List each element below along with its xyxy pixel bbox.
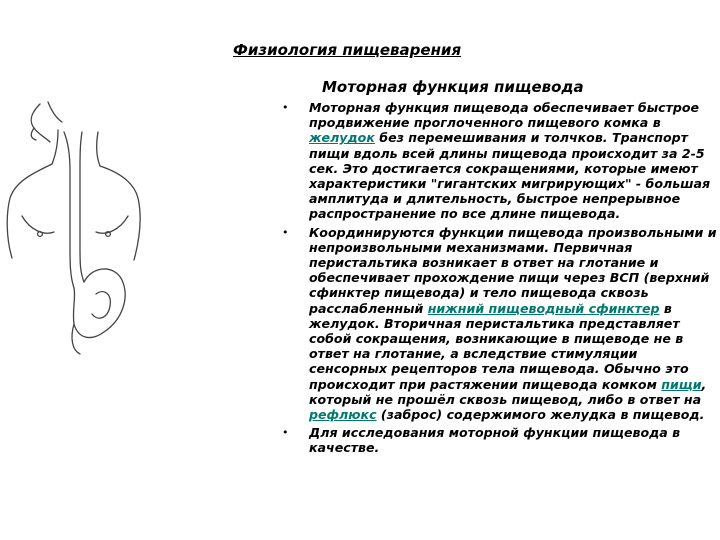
link-zheludok[interactable]: желудок — [309, 130, 375, 146]
page-title: Физиология пищеварения — [233, 41, 462, 59]
list-item — [282, 425, 717, 455]
bullet-text: в желудок. Вторичная перистальтика представляет собой сокращения, возникающие в пищеводе не в ответ на глотание, а вследствие стимуляции сенсорных рецепторов тела пищевода. Обычно это происходит при растяжении пищевода комком — [309, 300, 689, 392]
bullet-marker: • — [282, 426, 289, 440]
bullet-text: без перемешивания и толчков. Транспорт пищи вдоль всей длины пищевода происходит за 2-5 сек. Это достигается сокращениями, которые имеют характеристики "гигантских мигрирующих" - большая амплитуда и длительность, быстрое непрерывное распространение по все длине пищевода. — [309, 130, 711, 222]
list-item — [282, 100, 717, 222]
esophagus-anatomy-illustration — [0, 98, 220, 368]
bullet-text: Моторная функция пищевода обеспечивает быстрое продвижение проглоченного пищевого комка в — [309, 100, 700, 131]
link-pishchi[interactable]: пищи — [661, 376, 702, 392]
bullet-text: (заброс) содержимого желудка в пищевод. — [376, 407, 705, 423]
bullet-marker: • — [282, 225, 289, 239]
bullet-text: , который не прошёл сквозь пищевод, либо в ответ на — [309, 376, 707, 407]
link-lower-esophageal-sphincter[interactable]: нижний пищеводный сфинктер — [427, 300, 660, 316]
list-item — [282, 225, 717, 423]
link-reflux[interactable]: рефлюкс — [309, 407, 377, 423]
bullet-list — [282, 100, 717, 456]
bullet-text: Координируются функции пищевода произвольными и непроизвольными механизмами. Первичная перистальтика возникает в ответ на глотание и обеспечивает прохождение пищи через ВСП (верхний сфинктер пищевода) и тело пищевода сквозь расслабленный — [309, 224, 717, 316]
bullet-text: Для исследования моторной функции пищевода в качестве. — [309, 425, 681, 456]
bullet-marker: • — [282, 101, 289, 114]
section-subtitle: Моторная функция пищевода — [322, 78, 584, 96]
